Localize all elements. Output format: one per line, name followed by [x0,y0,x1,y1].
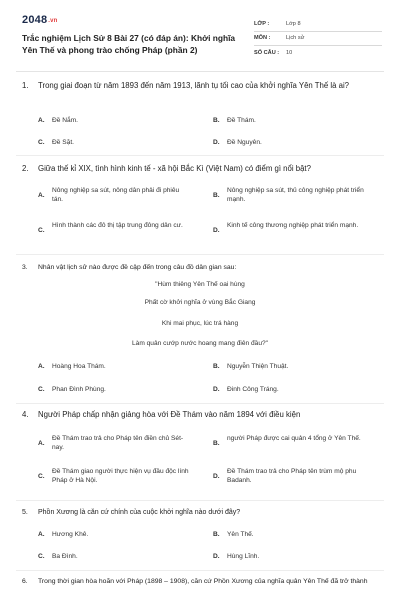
question-divider [16,403,384,404]
class-label: LỚP : [254,20,270,27]
question-text: Giữa thế kỉ XIX, tình hình kinh tế - xã hội Bắc Kì (Việt Nam) có điểm gì nổi bật? [38,164,311,173]
verse-line: Làm quân cướp nước hoang mang điên đầu?" [131,340,269,347]
question-number: 4. [22,410,29,419]
site-logo[interactable]: 2048.vn [22,14,58,26]
question-text: Nhân vật lịch sử nào được đề cập đến trong câu đồ dân gian sau: [38,264,237,271]
question-divider [16,254,384,255]
question-divider [16,500,384,501]
meta-row-count [254,46,382,60]
page-title: Trắc nghiệm Lịch Sử 8 Bài 27 (có đáp án): Khởi nghĩa Yên Thế và phong trào chống Pháp (phần 2) [22,33,236,55]
subject-label: MÔN : [254,35,271,42]
page: 2048.vn Trắc nghiệm Lịch Sử 8 Bài 27 (có đáp án): Khởi nghĩa Yên Thế và phong trào chống Pháp (phần 2) LỚP : Lớp 8 MÔN : Lịch sử SỐ CÂU : 10 1. Trong giai đoạn từ năm 1893 đến năm 1913, lãnh tụ tối cao của khởi nghĩa Yên Thế là ai? A. Đề Nắm. B. Đề Thám. C. Đề Sặt. D. Đề Nguyên. 2. Giữa thế kỉ XIX, tình hình kinh tế - xã hội Bắc Kì (Việt Nam) có điểm gì nổi bật? A. Nông nghiệp sa sút, nông dân phải đi phiêu tán. B. Nông nghiệp sa sút, thủ công nghiệp phát triển mạnh. C. Hình thành các đô thị tập trung đông dân cư. D. Kinh tế công thương nghiệp phát triển mạnh. 3. Nhân vật lịch sử nào được đề cập đến trong câu đồ dân gian sau: "Hùm thiêng Yên Thế oai hùng Phất cờ khởi nghĩa ở vùng Bắc Giang Khi mai phục, lúc trá hàng Làm quân cướp nước hoang mang điên đầu?" A. Hoàng Hoa Thám. B. Nguyễn Thiện Thuật. C. Phan Đình Phùng. D. Đinh Công Tráng. 4. Người Pháp chấp nhận giảng hòa với Đề Thám vào năm 1894 với điều kiện A. Đề Thám trao trả cho Pháp tên điền chủ Sét-nay. B. người Pháp được cai quản 4 tổng ở Yên Thế. C. Đề Thám giao người thực hiện vụ đầu độc lính Pháp ở Hà Nội. D. Đề Thám trao trả cho Pháp tên trùm mộ phu Badanh. 5. Phồn Xương là căn cứ chính của cuộc khởi nghĩa nào dưới đây? A. Hương Khê. B. Yên Thế. C. Ba Đình. D. Hùng Lĩnh. 6. Trong thời gian hòa hoãn với Pháp (1898 – 1908), căn cứ Phồn Xương của nghĩa quân Yên Thế đã trở thành [0,0,400,600]
question-text: Phồn Xương là căn cứ chính của cuộc khởi nghĩa nào dưới đây? [38,509,241,516]
subject-value: Lịch sử [286,35,305,42]
class-value: Lớp 8 [286,20,301,27]
question-divider [16,570,384,571]
header-divider [16,71,384,72]
meta-table [254,17,382,60]
header [0,0,400,68]
question-number: 6. [22,578,28,585]
question-number: 3. [22,264,28,271]
question-text: Người Pháp chấp nhận giảng hòa với Đề Thám vào năm 1894 với điều kiện [38,410,301,419]
question-number: 5. [22,509,28,516]
question-number: 1. [22,81,29,90]
meta-row-subject [254,32,382,47]
question-text: Trong giai đoạn từ năm 1893 đến năm 1913, lãnh tụ tối cao của khởi nghĩa Yên Thế là ai? [38,81,350,90]
verse-line: "Hùm thiêng Yên Thế oai hùng [155,281,245,288]
meta-row-class [254,17,382,32]
question-divider [16,155,384,156]
count-label: SỐ CÂU : [254,49,280,56]
question-number: 2. [22,164,29,173]
question-text: Trong thời gian hòa hoãn với Pháp (1898 – 1908), căn cứ Phồn Xương của nghĩa quân Yên Thế đã trở thành [38,578,368,585]
count-value: 10 [286,49,293,56]
verse-line: Phất cờ khởi nghĩa ở vùng Bắc Giang [144,299,256,306]
verse-line: Khi mai phục, lúc trá hàng [161,320,239,327]
